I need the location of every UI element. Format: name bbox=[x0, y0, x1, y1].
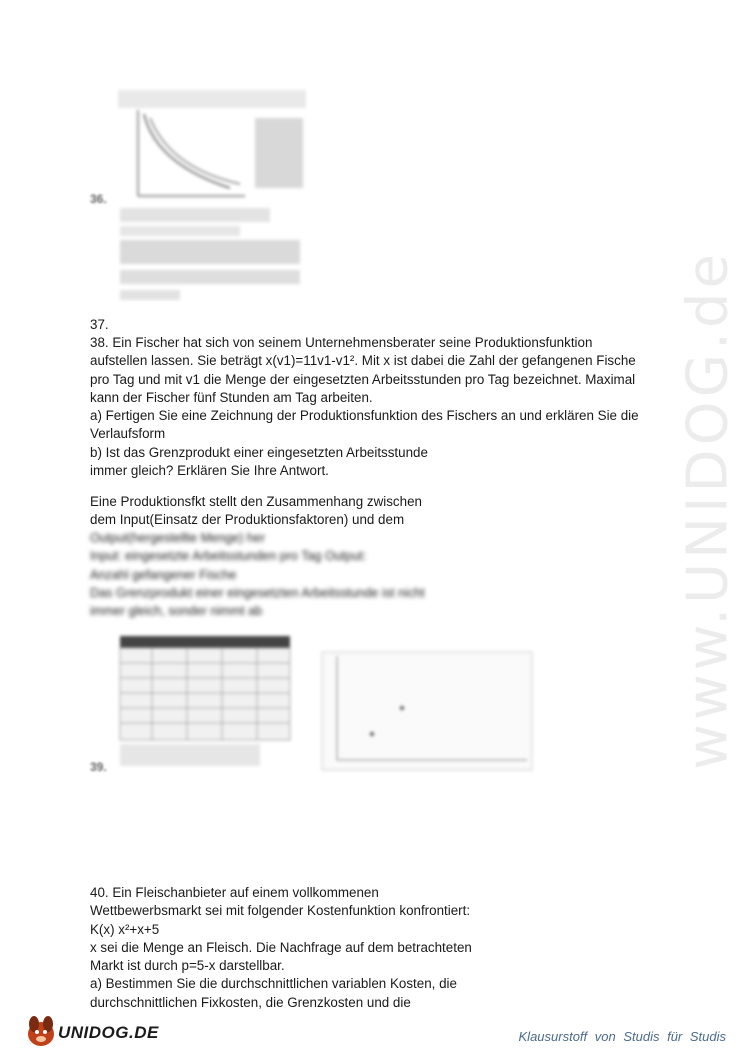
question-38-text: 38. Ein Fischer hat sich von seinem Unternehmensberater seine Produktionsfunktion aufstellen lassen. Sie beträgt x(v1)=11v1-v1². Mit x ist dabei die Zahl der gefangenen Fische pro Tag und mit v1 die Menge der eingesetzten Arbeitsstunden pro Tag bezeichnet. Maximal kann der Fischer fünf Stunden am Tag arbeiten. a) Fertigen Sie eine Zeichnung der Produktionsfunktion des Fischers an und erklären Sie die Verlaufsform b) Ist das Grenzprodukt einer eingesetzten Arbeitsstunde immer gleich? Erklären Sie Ihre Antwort. bbox=[90, 335, 639, 479]
footer-slogan: Klausurstoff von Studis für Studis bbox=[518, 1029, 726, 1044]
blurred-graph-q36 bbox=[110, 88, 310, 313]
watermark: www.UNIDOG.de bbox=[675, 250, 741, 770]
question-40-text: 40. Ein Fleischanbieter auf einem vollkommenen Wettbewerbsmarkt sei mit folgender Kostenfunktion konfrontiert: K(x) x²+x+5 x sei die Menge an Fleisch. Die Nachfrage auf dem betrachteten Markt ist durch p=5-x darstellbar. a) Bestimmen Sie die durchschnittlichen variablen Kosten, die durchschnittlichen Fixkosten, die Grenzkosten und die bbox=[90, 885, 472, 1010]
question-37-label: 37. bbox=[90, 317, 109, 332]
answer-blurred-text: Output(hergestellte Menge) her Input: eingesetzte Arbeitsstunden pro Tag Output: Anzahl gefangener Fische Das Grenzprodukt einer eingesetzten Arbeitsstunde ist nicht immer gleich, sonder nimmt ab bbox=[90, 531, 425, 619]
logo-text: UNIDOG.DE bbox=[58, 1023, 159, 1042]
blurred-figure-q39 bbox=[112, 628, 537, 776]
question-number-36: 36. bbox=[90, 192, 107, 206]
question-number-39: 39. bbox=[90, 760, 107, 774]
blurred-figure-q36 bbox=[110, 88, 310, 313]
answer-text: Eine Produktionsfkt stellt den Zusammenhang zwischen dem Input(Einsatz der Produktionsfaktoren) und dem bbox=[90, 494, 422, 528]
blurred-table-chart-q39 bbox=[112, 628, 537, 776]
